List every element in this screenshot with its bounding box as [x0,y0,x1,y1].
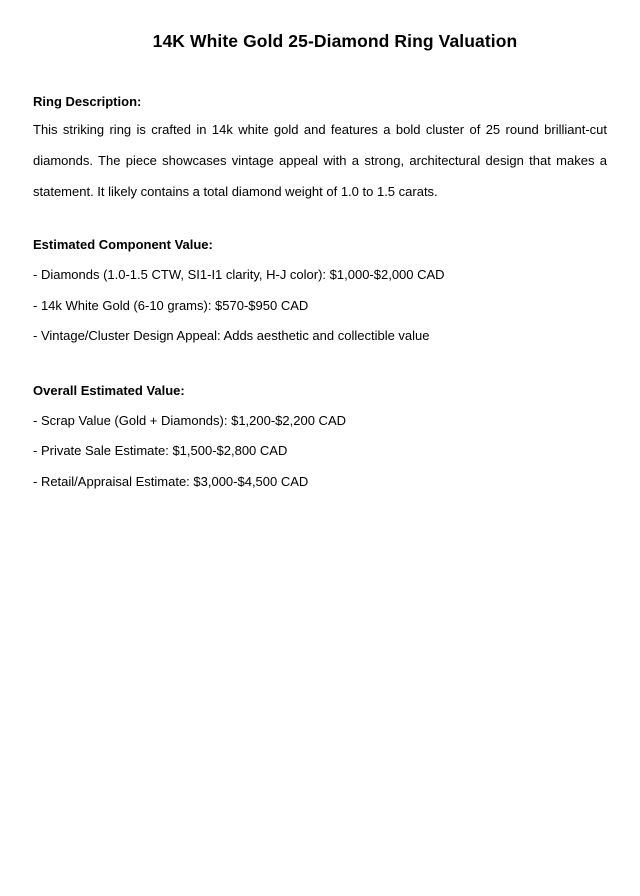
list-item-scrap-value: - Scrap Value (Gold + Diamonds): $1,200-$2,200 CAD [33,412,347,428]
list-item-private-sale: - Private Sale Estimate: $1,500-$2,800 CAD [33,443,288,458]
list-item-design-appeal: - Vintage/Cluster Design Appeal: Adds aesthetic and collectible value [33,328,430,343]
component-value-list [33,260,607,352]
ring-description-heading: Ring Description: [33,94,142,109]
document-title: 14K White Gold 25-Diamond Ring Valuation [152,31,518,51]
overall-value-list [33,406,607,498]
overall-value-heading: Overall Estimated Value: [33,382,185,398]
list-item-diamonds: - Diamonds (1.0-1.5 CTW, SI1-I1 clarity, H-J color): $1,000-$2,000 CAD [33,267,445,282]
list-item-retail-appraisal: - Retail/Appraisal Estimate: $3,000-$4,500 CAD [33,473,309,489]
ring-description-paragraph: This striking ring is crafted in 14k white gold and features a bold cluster of 25 round brilliant-cut diamonds. The piece showcases vintage appeal with a strong, architectural design that makes a statement. It likely contains a total diamond weight of 1.0 to 1.5 carats. [33,122,607,199]
component-value-heading: Estimated Component Value: [33,237,213,252]
document-body [33,93,607,497]
list-item-white-gold: - 14k White Gold (6-10 grams): $570-$950 CAD [33,297,309,313]
